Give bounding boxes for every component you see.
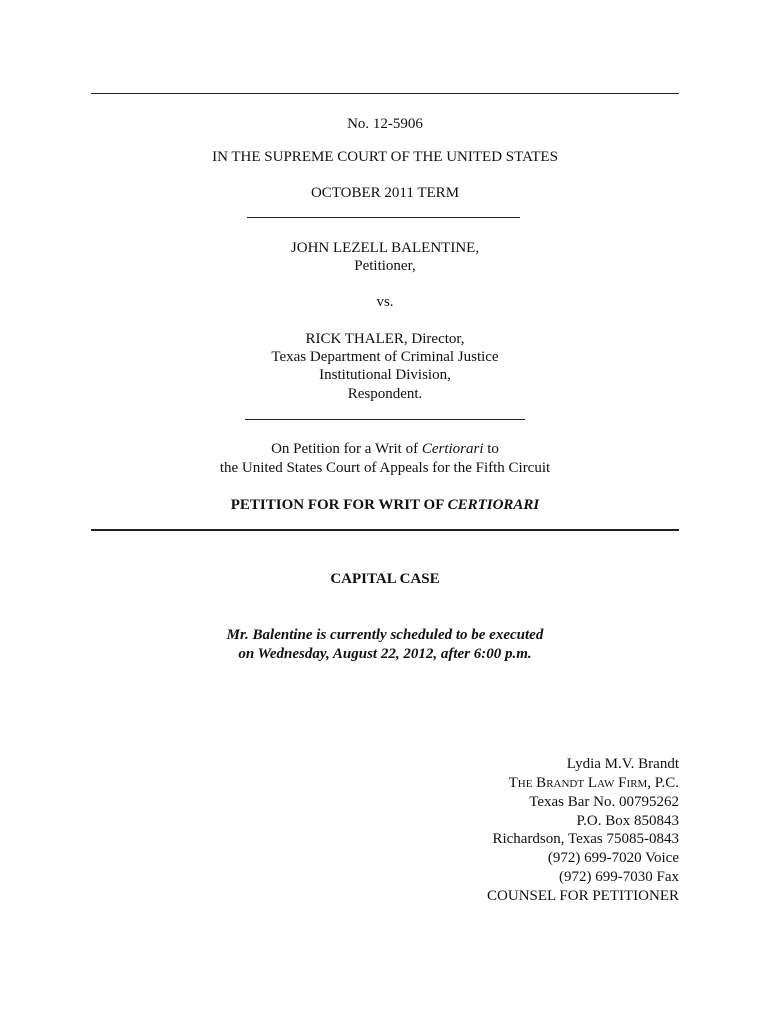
petitioner-name: JOHN LEZELL BALENTINE, — [290, 240, 480, 256]
execution-notice-line-2: on Wednesday, August 22, 2012, after 6:00 p.m. — [238, 646, 532, 662]
execution-notice-line-1: Mr. Balentine is currently scheduled to be executed — [226, 627, 544, 643]
respondent-role: Respondent. — [347, 386, 423, 402]
petition-title-italic: CERTIORARI — [447, 497, 540, 513]
counsel-role: COUNSEL FOR PETITIONER — [487, 888, 679, 904]
versus: vs. — [376, 294, 394, 310]
petition-line-1-suffix: to — [483, 441, 499, 457]
petition-title — [91, 496, 679, 514]
counsel-firm: The Brandt Law Firm, P.C. — [508, 775, 679, 791]
caption-divider — [247, 217, 520, 218]
petition-line-1 — [91, 440, 679, 458]
thick-rule — [91, 529, 679, 531]
petition-line-1-prefix: On Petition for a Writ of — [271, 441, 422, 457]
respondent-agency: Texas Department of Criminal Justice — [271, 349, 499, 365]
counsel-city: Richardson, Texas 75085-0843 — [492, 831, 679, 847]
parties-divider — [245, 419, 525, 420]
top-rule — [91, 93, 679, 94]
counsel-po-box: P.O. Box 850843 — [576, 813, 679, 829]
counsel-voice: (972) 699-7020 Voice — [547, 850, 679, 866]
counsel-fax: (972) 699-7030 Fax — [559, 869, 679, 885]
counsel-bar-number: Texas Bar No. 00795262 — [529, 794, 679, 810]
term: OCTOBER 2011 TERM — [310, 185, 460, 201]
respondent-division: Institutional Division, — [319, 367, 451, 383]
counsel-name: Lydia M.V. Brandt — [566, 756, 679, 772]
petition-line-1-italic: Certiorari — [421, 441, 484, 457]
docket-number: No. 12-5906 — [347, 116, 423, 132]
petition-title-prefix: PETITION FOR FOR WRIT OF — [230, 497, 448, 513]
respondent-name: RICK THALER, Director, — [305, 331, 465, 347]
court-name: IN THE SUPREME COURT OF THE UNITED STATES — [212, 149, 558, 165]
petitioner-role: Petitioner, — [354, 258, 416, 274]
capital-case-label: CAPITAL CASE — [330, 571, 440, 587]
petition-line-2: the United States Court of Appeals for the Fifth Circuit — [219, 460, 551, 476]
